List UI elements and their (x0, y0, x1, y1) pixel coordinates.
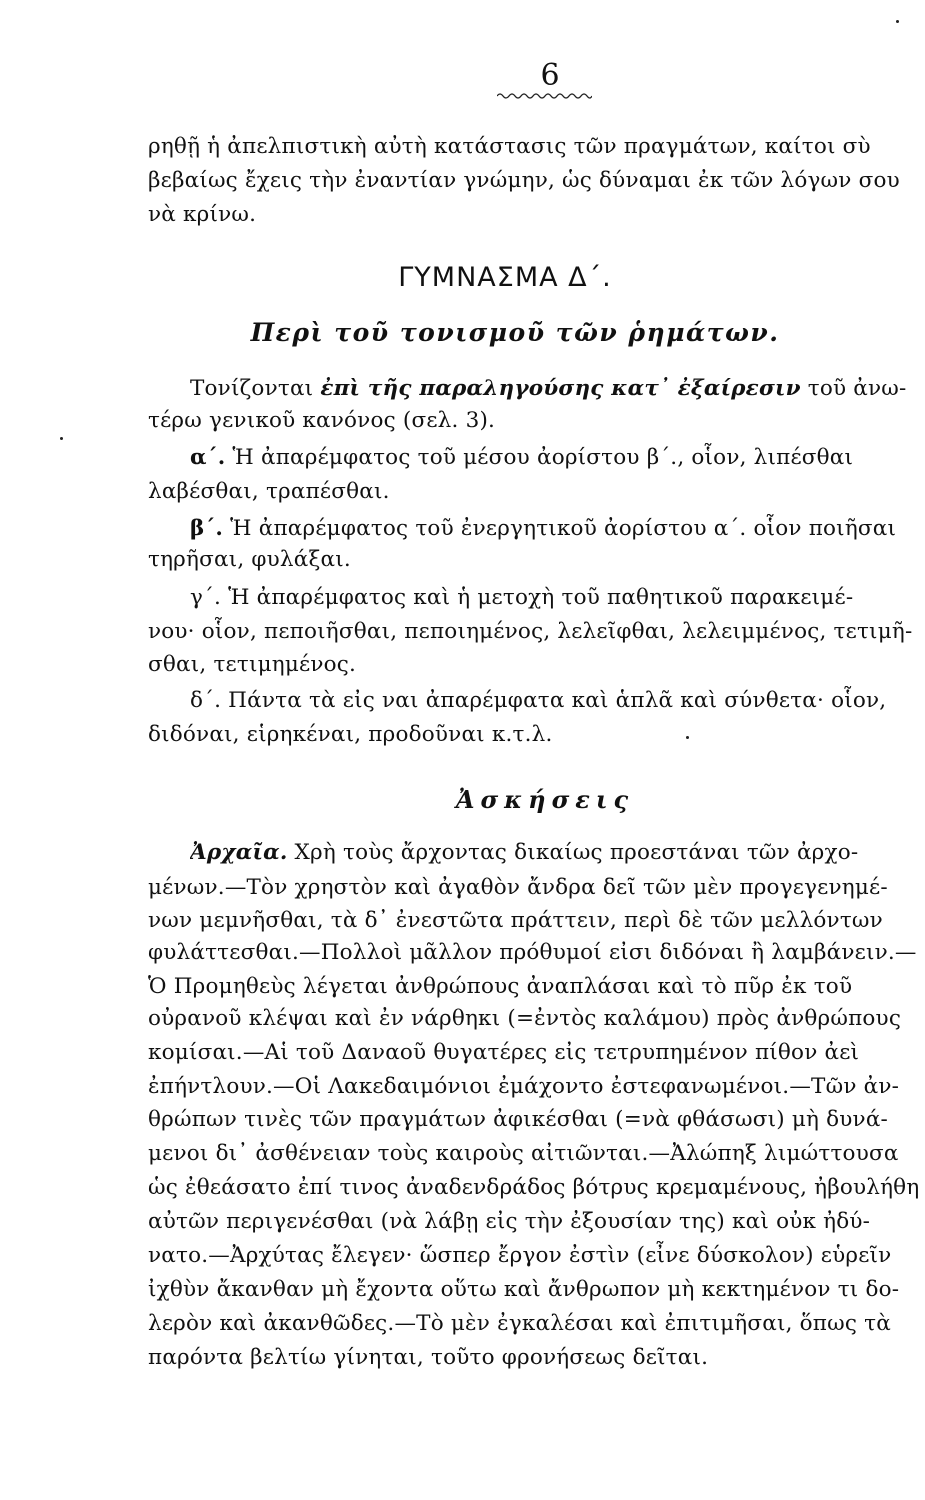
intro-line-1: ρηθῇ ἡ ἀπελπιστικὴ αὐτὴ κατάστασις τῶν πραγμάτων, καίτοι σὺ (148, 134, 871, 159)
exercise-line-5: Ὁ Προμηθεὺς λέγεται ἀνθρώπους ἀναπλάσαι καὶ τὸ πῦρ ἐκ τοῦ (148, 974, 853, 999)
exercise-line-1 (190, 838, 925, 868)
item-a-line-1 (190, 443, 925, 473)
item-a-mark: α΄. (190, 445, 226, 470)
exercise-title: ΓΥΜΝΑΣΜΑ Δ΄. (398, 262, 612, 293)
exercise-label: Ἀρχαῖα. (190, 840, 288, 865)
item-c-line-1: γ΄. Ἡ ἀπαρέμφατος καὶ ἡ μετοχὴ τοῦ παθητικοῦ παρακειμέ- (190, 585, 854, 610)
intro-line-3: νὰ κρίνω. (148, 202, 257, 227)
item-b-text: Ἡ ἀπαρέμφατος τοῦ ἐνεργητικοῦ ἀορίστου α΄. οἷον ποιῆσαι (223, 516, 897, 541)
exercise-line-7: κομίσαι.—Αἱ τοῦ Δαναοῦ θυγατέρες εἰς τετρυπημένον πίθον ἀεὶ (148, 1040, 860, 1065)
exercise-line-11: ὡς ἐθεάσατο ἐπί τινος ἀναδενδράδος βότρυς κρεμαμένους, ἠβουλήθη (148, 1175, 920, 1200)
item-c-line-3: σθαι, τετιμημένος. (148, 652, 357, 677)
exercise-line-15: λερὸν καὶ ἀκανθῶδες.—Τὸ μὲν ἐγκαλέσαι καὶ ἐπιτιμῆσαι, ὅπως τὰ (148, 1311, 891, 1336)
page-number: 6 (540, 58, 560, 93)
section-title: Περὶ τοῦ τονισμοῦ τῶν ῥημάτων. (250, 318, 780, 347)
rule-line-2: τέρω γενικοῦ κανόνος (σελ. 3). (148, 408, 496, 433)
exercise-line-3: νων μεμνῆσθαι, τὰ δ᾿ ἐνεστῶτα πράττειν, περὶ δὲ τῶν μελλόντων (148, 908, 883, 933)
exercise-line-10: μενοι δι᾿ ἀσθένειαν τοὺς καιροὺς αἰτιῶνται.—Ἀλώπηξ λιμώττουσα (148, 1141, 899, 1166)
print-speck (896, 20, 899, 23)
item-b-line-2: τηρῆσαι, φυλάξαι. (148, 547, 351, 572)
exercise-line-9: θρώπων τινὲς τῶν πραγμάτων ἀφικέσθαι (=νὰ φθάσωσι) μὴ δυνά- (148, 1107, 888, 1132)
exercise-line-12: αὐτῶν περιγενέσθαι (νὰ λάβῃ εἰς τὴν ἐξουσίαν της) καὶ οὐκ ἠδύ- (148, 1209, 871, 1234)
exercise-line-6: οὐρανοῦ κλέψαι καὶ ἐν νάρθηκι (=ἐντὸς καλάμου) πρὸς ἀνθρώπους (148, 1006, 902, 1031)
item-b-line-1 (190, 514, 925, 544)
exercise-line-2: μένων.—Τὸν χρηστὸν καὶ ἀγαθὸν ἄνδρα δεῖ τῶν μὲν προγεγενημέ- (148, 875, 888, 900)
item-d-line-2: διδόναι, εἱρηκέναι, προδοῦναι κ.τ.λ. (148, 722, 553, 747)
item-a-line-2: λαβέσθαι, τραπέσθαι. (148, 479, 390, 504)
exercise-line-1-text: Χρὴ τοὺς ἄρχοντας δικαίως προεστάναι τῶν ἀρχο- (287, 840, 859, 865)
item-b-mark: β΄. (190, 516, 224, 541)
print-speck (60, 437, 63, 440)
print-speck (686, 736, 689, 739)
rule-line-1 (190, 374, 925, 404)
item-d-line-1: δ΄. Πάντα τὰ εἰς ναι ἀπαρέμφατα καὶ ἁπλᾶ καὶ σύνθετα· οἷον, (190, 688, 887, 713)
rule-line-1-start: Τονίζονται (190, 376, 321, 401)
rule-line-1-end: τοῦ ἀνω- (800, 376, 907, 401)
exercise-line-4: φυλάττεσθαι.—Πολλοὶ μᾶλλον πρόθυμοί εἰσι διδόναι ἢ λαμβάνειν.— (148, 940, 917, 965)
exercise-line-16: παρόντα βελτίω γίνηται, τοῦτο φρονήσεως δεῖται. (148, 1345, 709, 1370)
exercise-line-14: ἰχθὺν ἄκανθαν μὴ ἔχοντα οὕτω καὶ ἄνθρωπον μὴ κεκτημένον τι δο- (148, 1277, 900, 1302)
item-c-line-2: νου· οἷον, πεποιῆσθαι, πεποιημένος, λελεῖφθαι, λελειμμένος, τετιμῆ- (148, 619, 913, 644)
intro-line-2: βεβαίως ἔχεις τὴν ἐναντίαν γνώμην, ὡς δύναμαι ἐκ τῶν λόγων σου (148, 168, 900, 193)
exercises-title: Ἀσκήσεις (455, 785, 635, 814)
wavy-rule (497, 92, 592, 100)
rule-emphasis: ἐπὶ τῆς παραληγούσης κατ᾿ ἐξαίρεσιν (320, 376, 801, 401)
item-a-text: Ἡ ἀπαρέμφατος τοῦ μέσου ἀορίστου β΄., οἷον, λιπέσθαι (225, 445, 854, 470)
exercise-line-8: ἐπήντλουν.—Οἱ Λακεδαιμόνιοι ἐμάχοντο ἐστεφανωμένοι.—Τῶν ἀν- (148, 1074, 900, 1099)
exercise-line-13: νατο.—Ἀρχύτας ἔλεγεν· ὥσπερ ἔργον ἐστὶν (εἶνε δύσκολον) εὑρεῖν (148, 1243, 892, 1268)
